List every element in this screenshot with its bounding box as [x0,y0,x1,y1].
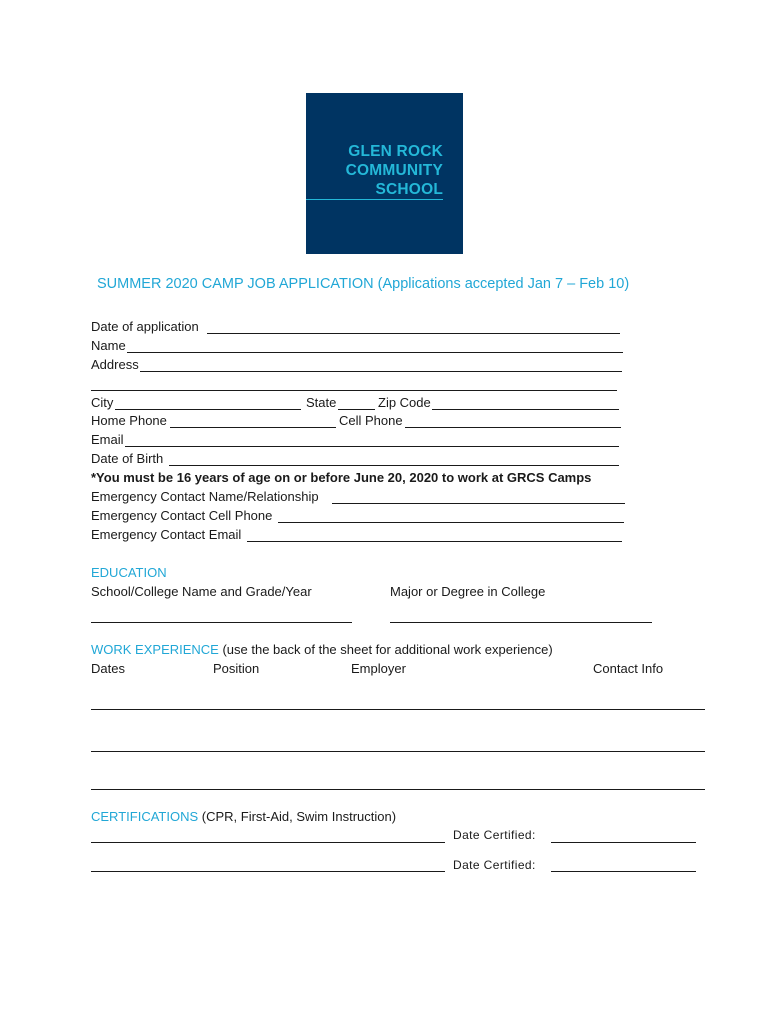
work-row-2-field[interactable] [91,751,705,752]
emergency-email-field[interactable] [247,541,622,542]
work-col-dates: Dates [91,661,125,676]
emergency-name-field[interactable] [332,503,625,504]
work-row-1-field[interactable] [91,709,705,710]
certification-2-field[interactable] [91,871,445,872]
city-field[interactable] [115,409,301,410]
label-name: Name [91,338,126,353]
logo-line-2: COMMUNITY [345,162,443,179]
work-row-3-field[interactable] [91,789,705,790]
email-field[interactable] [125,446,619,447]
label-emergency-cell: Emergency Contact Cell Phone [91,508,273,523]
work-col-contact: Contact Info [593,661,664,676]
label-city: City [91,395,114,410]
education-major-field[interactable] [390,622,652,623]
cell-phone-field[interactable] [405,427,621,428]
education-school-field[interactable] [91,622,352,623]
school-logo [306,93,463,254]
work-experience-heading [91,642,553,657]
emergency-cell-field[interactable] [278,522,624,523]
education-col-school: School/College Name and Grade/Year [91,584,312,599]
age-requirement-note: *You must be 16 years of age on or before June 20, 2020 to work at GRCS Camps [91,470,592,485]
label-dob: Date of Birth [91,451,164,466]
work-experience-title: WORK EXPERIENCE [91,642,219,657]
work-col-position: Position [213,661,260,676]
logo-line-3: SCHOOL [375,181,443,198]
label-state: State [306,395,337,410]
label-emergency-name: Emergency Contact Name/Relationship [91,489,319,504]
label-date-of-application: Date of application [91,319,199,334]
date-certified-label-1: Date Certified: [453,828,536,842]
label-email: Email [91,432,124,447]
page-title: SUMMER 2020 CAMP JOB APPLICATION (Applications accepted Jan 7 – Feb 10) [97,276,630,292]
label-cell-phone: Cell Phone [339,413,403,428]
zip-field[interactable] [432,409,619,410]
label-address: Address [91,357,139,372]
education-heading: EDUCATION [91,565,167,580]
address-field[interactable] [140,371,622,372]
certification-1-field[interactable] [91,842,445,843]
education-col-major: Major or Degree in College [390,584,546,599]
certifications-heading [91,809,396,824]
name-field[interactable] [127,352,623,353]
state-field[interactable] [338,409,375,410]
work-col-employer: Employer [351,661,406,676]
date-of-application-field[interactable] [207,333,620,334]
logo-line-1: GLEN ROCK [348,143,443,160]
certifications-note: (CPR, First-Aid, Swim Instruction) [198,809,397,824]
work-experience-note: (use the back of the sheet for additional work experience) [218,642,553,657]
date-certified-2-field[interactable] [551,871,696,872]
logo-rule [306,199,443,200]
address-line-2-field[interactable] [91,390,617,391]
date-certified-label-2: Date Certified: [453,858,536,872]
home-phone-field[interactable] [170,427,336,428]
date-certified-1-field[interactable] [551,842,696,843]
label-zip: Zip Code [378,395,431,410]
label-home-phone: Home Phone [91,413,167,428]
label-emergency-email: Emergency Contact Email [91,527,242,542]
certifications-title: CERTIFICATIONS [91,809,199,824]
dob-field[interactable] [169,465,619,466]
